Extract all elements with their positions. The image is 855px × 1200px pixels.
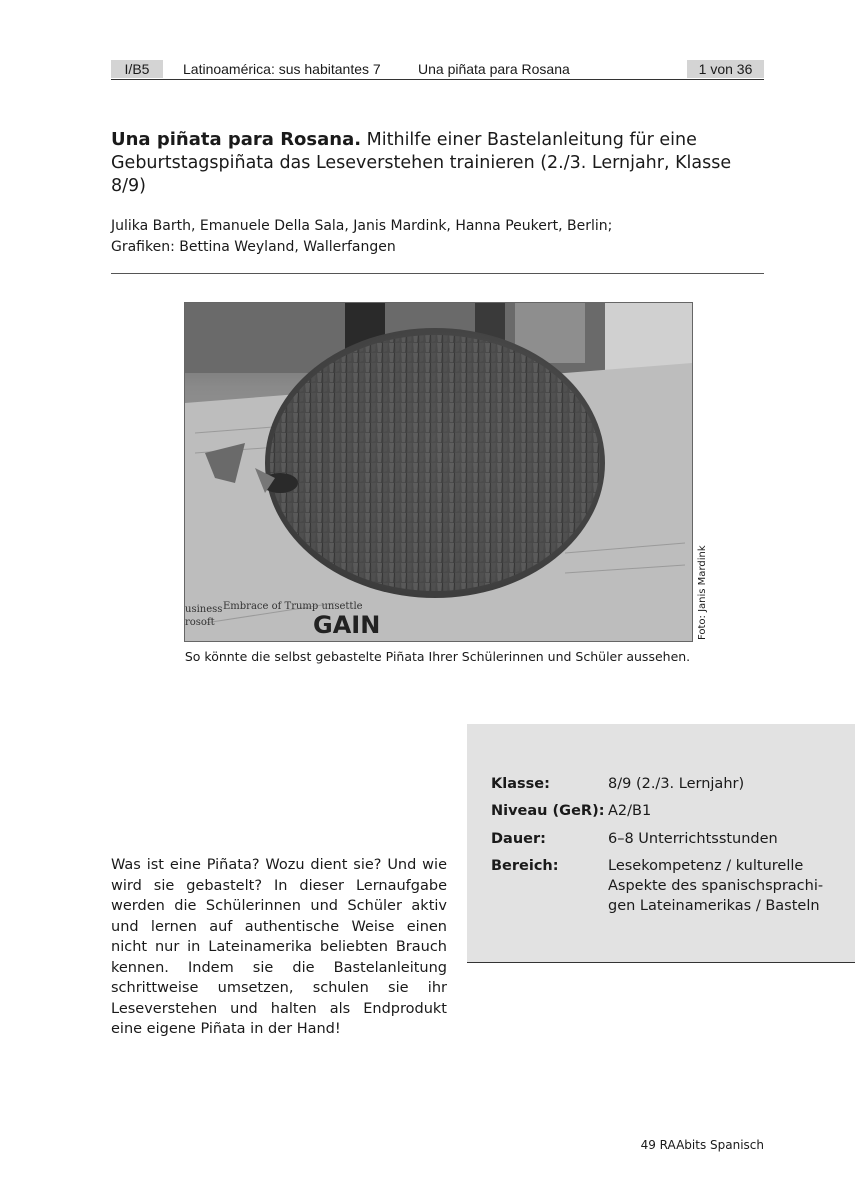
newspaper-text: usiness (185, 604, 223, 615)
authors (111, 216, 751, 258)
divider (111, 273, 764, 274)
series-title: Latinoamérica: sus habitantes 7 (183, 61, 381, 77)
newspaper-text: GAIN (313, 611, 381, 639)
graphics-credit: Grafiken: Bettina Weyland, Wallerfangen (111, 239, 396, 255)
info-label: Niveau (GeR): (491, 803, 605, 819)
page-title (111, 128, 771, 198)
info-value: A2/B1 (608, 803, 652, 819)
intro-paragraph: Was ist eine Piñata? Wozu dient sie? Und wie wird sie gebastelt? In dieser Lernaufgabe werden die Schülerinnen und Schüler aktiv und lernen auf authentische Weise einen nicht nur in Lateinamerika beliebten Brauch kennen. Indem sie die Bastelanleitung schrittweise umsetzen, schulen sie ihr Leseverstehen und halten als Endprodukt eine eigene Piñata in der Hand! (111, 857, 447, 1037)
pinata-photo (184, 302, 693, 642)
authors-line: Julika Barth, Emanuele Della Sala, Janis Mardink, Hanna Peukert, Berlin; (111, 218, 613, 234)
info-label: Klasse: (491, 776, 550, 792)
info-label: Bereich: (491, 858, 559, 874)
title-subtitle: Mithilfe einer Bastelanleitung für eine Geburtstagspiñata das Leseverstehen trainieren (2./3. Lernjahr, Klasse 8/9) (111, 130, 732, 196)
info-label: Dauer: (491, 831, 546, 847)
section-label: I/B5 (111, 60, 163, 78)
pinata-image (185, 303, 692, 641)
photo-caption: So könnte die selbst gebastelte Piñata Ihrer Schülerinnen und Schüler aussehen. (184, 649, 691, 664)
newspaper-text: Embrace of Trump unsettle (223, 601, 363, 612)
info-value: 8/9 (2./3. Lernjahr) (608, 776, 745, 792)
unit-title: Una piñata para Rosana (418, 61, 570, 77)
info-value: 6–8 Unterrichtsstunden (608, 831, 778, 847)
info-box (467, 724, 855, 963)
photo-credit: Foto: Janis Mardink (697, 545, 708, 640)
newspaper-text: rosoft (185, 617, 215, 628)
footer-publisher: 49 RAAbits Spanisch (640, 1138, 764, 1152)
info-value: Lesekompetenz / kulturelle Aspekte des spanischsprachi-gen Lateinamerikas / Basteln (608, 858, 824, 914)
running-header (111, 60, 764, 80)
title-bold: Una piñata para Rosana. (111, 129, 362, 150)
page-number: 1 von 36 (687, 60, 764, 78)
